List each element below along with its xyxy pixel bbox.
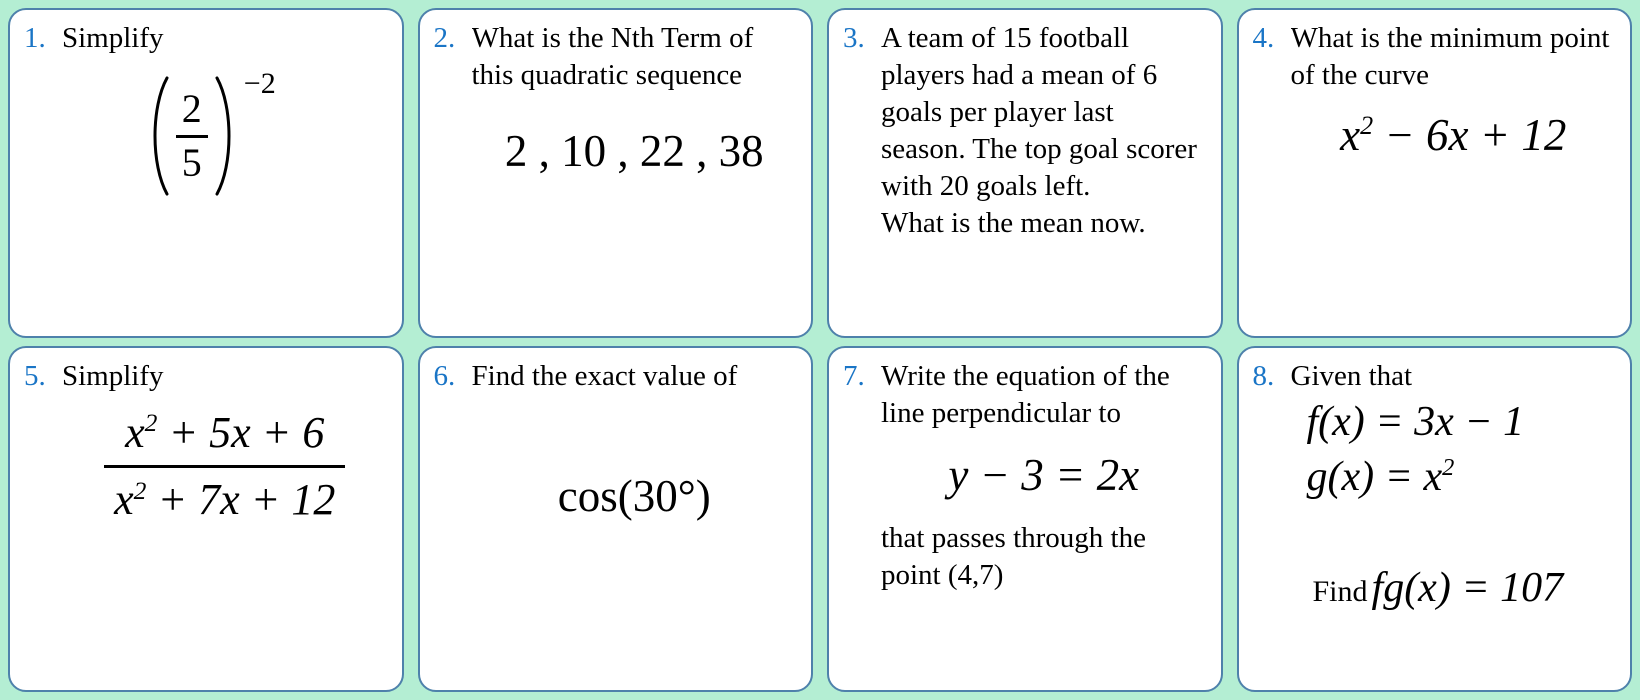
question-text-line: with 20 goals left.: [881, 170, 1091, 202]
fraction-numerator: [104, 409, 345, 465]
question-title-7-line2: line perpendicular to: [881, 397, 1121, 429]
question-card-4: [1237, 8, 1633, 338]
fraction-bar: [176, 135, 208, 138]
math-base: x: [1340, 110, 1361, 160]
question-title-4-line1: What is the minimum point: [1290, 22, 1610, 54]
question-text-line: What is the mean now.: [881, 207, 1146, 239]
question-title-7-line1: Write the equation of the: [881, 360, 1170, 392]
equation-g-base: g(x) = x: [1306, 454, 1443, 501]
question-title-5: Simplify: [62, 360, 164, 392]
fraction-denominator: [104, 465, 345, 524]
question-title-1: Simplify: [62, 22, 164, 54]
question-number-4: 4.: [1252, 22, 1275, 54]
numerator-rest: + 5x + 6: [157, 408, 325, 457]
math-expression-4: [1291, 108, 1617, 162]
question-number-8: 8.: [1252, 360, 1275, 392]
question-title-2-line1: What is the Nth Term of: [471, 22, 754, 54]
left-paren-icon: [144, 75, 172, 197]
question-number-3: 3.: [843, 22, 865, 54]
math-expression-1: [62, 67, 358, 197]
question-text-line: A team of 15 football: [881, 22, 1130, 54]
question-text-line: goals per player last: [881, 96, 1114, 128]
question-number-5: 5.: [24, 360, 46, 392]
question-title-2-line2: this quadratic sequence: [471, 59, 743, 91]
fraction-denominator: 5: [181, 140, 202, 185]
numerator-base: x: [125, 408, 145, 457]
math-expression-7: y − 3 = 2x: [948, 450, 1140, 500]
math-expression-6: cos(30°): [557, 471, 711, 521]
question-card-1: [8, 8, 404, 338]
equation-f: f(x) = 3x − 1: [1306, 399, 1525, 445]
denominator-rest: + 7x + 12: [146, 475, 336, 525]
question-text-line: season. The top goal scorer: [881, 133, 1197, 165]
equation-g: [1307, 450, 1617, 505]
question-card-6: [418, 346, 814, 692]
find-line: [1313, 564, 1617, 612]
right-paren-icon: [212, 75, 240, 197]
question-text-line: that passes through the: [881, 522, 1146, 554]
find-expression: fg(x) = 107: [1371, 564, 1564, 611]
question-card-7: [827, 346, 1223, 692]
numerator-superscript: 2: [144, 408, 158, 438]
math-rest: − 6x + 12: [1373, 110, 1567, 160]
exponent: −2: [243, 67, 276, 100]
question-title-4-line2: of the curve: [1290, 59, 1429, 91]
fraction-numerator: 2: [181, 86, 202, 131]
find-label: Find: [1312, 574, 1368, 608]
question-title-8: Given that: [1290, 360, 1413, 392]
fraction-1: [176, 86, 208, 185]
question-card-8: [1237, 346, 1633, 692]
question-number-6: 6.: [433, 360, 456, 392]
question-card-3: [827, 8, 1223, 338]
algebraic-fraction: [104, 409, 345, 525]
denominator-superscript: 2: [133, 475, 147, 505]
question-number-1: 1.: [24, 22, 46, 54]
denominator-base: x: [114, 475, 134, 525]
question-title-6: Find the exact value of: [471, 360, 738, 392]
question-card-5: [8, 346, 404, 692]
question-text-line: players had a mean of 6: [881, 59, 1158, 91]
question-number-2: 2.: [433, 22, 456, 54]
equation-g-superscript: 2: [1442, 454, 1455, 482]
math-superscript: 2: [1360, 110, 1374, 140]
question-number-7: 7.: [843, 360, 865, 392]
question-card-2: [418, 8, 814, 338]
sequence-values: 2 , 10 , 22 , 38: [504, 126, 764, 176]
question-text-line: point (4,7): [881, 559, 1004, 591]
